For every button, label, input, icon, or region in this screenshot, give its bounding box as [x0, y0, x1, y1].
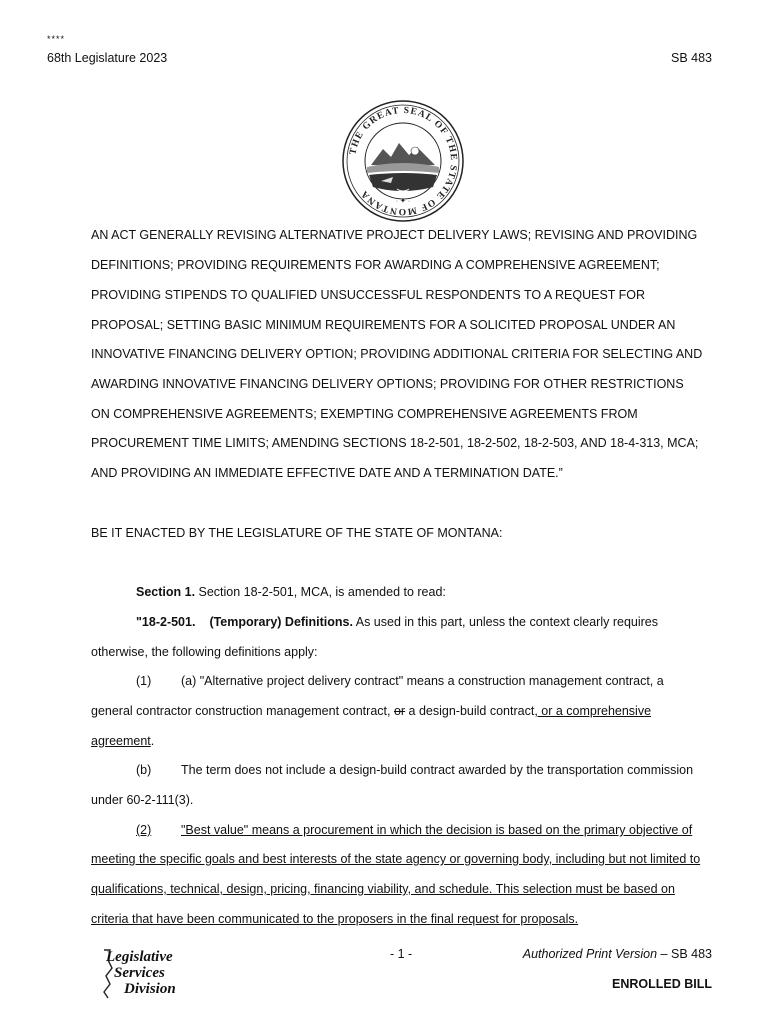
struck-text: or: [393, 704, 406, 718]
subsection-2-line-2: [91, 852, 700, 866]
bill-id: SB 483: [670, 51, 712, 65]
authorized-label: Authorized Print Version –: [522, 947, 671, 961]
definition-number: "18-2-501.: [136, 615, 196, 629]
section-1-intro: [136, 585, 446, 599]
svg-text:· ✦ ·: · ✦ ·: [395, 198, 411, 205]
definition-continuation: otherwise, the following definitions apply:: [91, 645, 318, 659]
title-line-5: INNOVATIVE FINANCING DELIVERY OPTION; PROVIDING ADDITIONAL CRITERIA FOR SELECTING AND: [91, 347, 703, 361]
enacting-clause: BE IT ENACTED BY THE LEGISLATURE OF THE STATE OF MONTANA:: [91, 526, 503, 540]
logo-line-2: Services: [114, 965, 165, 981]
authorized-print-version: [523, 947, 712, 961]
svg-text:THE GREAT SEAL OF THE STATE OF: THE GREAT SEAL OF THE STATE OF MONTANA: [348, 105, 459, 217]
inserted-text: , or a comprehensive: [534, 704, 652, 718]
title-line-3: PROVIDING STIPENDS TO QUALIFIED UNSUCCESSFUL RESPONDENTS TO A REQUEST FOR: [91, 288, 646, 302]
title-line-2: DEFINITIONS; PROVIDING REQUIREMENTS FOR AWARDING A COMPREHENSIVE AGREEMENT;: [91, 258, 660, 272]
line-end: .: [150, 734, 155, 748]
page-number: - 1 -: [390, 947, 413, 961]
subsection-2-text: "Best value" means a procurement in which the decision is based on the primary objective of: [181, 823, 693, 837]
header-stars: ****: [47, 34, 66, 44]
footer-bill-id: SB 483: [670, 947, 712, 961]
subsection-2-number: (2): [136, 823, 152, 837]
inserted-text-3: meeting the specific goals and best interests of the: [91, 852, 376, 866]
amend-text-a: general contractor construction management contract,: [91, 704, 394, 718]
montana-state-seal-icon: [341, 99, 465, 223]
logo-line-1: Legislative: [106, 949, 173, 965]
title-line-6: AWARDING INNOVATIVE FINANCING DELIVERY OPTIONS; PROVIDING FOR OTHER RESTRICTIONS: [91, 377, 684, 391]
subsection-1-text: (a) "Alternative project delivery contract" means a construction management contract, a: [181, 674, 664, 688]
subsection-b-continuation: under 60-2-111(3).: [91, 793, 194, 807]
logo-line-3: Division: [124, 981, 176, 997]
title-line-4: PROPOSAL; SETTING BASIC MINIMUM REQUIREMENTS FOR A SOLICITED PROPOSAL UNDER AN: [91, 318, 676, 332]
section-heading: Section 1.: [136, 585, 196, 599]
subsection-b-number: (b): [136, 763, 152, 777]
subsection-1-line-2: [91, 704, 651, 718]
legislature-session: 68th Legislature 2023: [47, 51, 168, 65]
enrolled-bill-label: ENROLLED BILL: [612, 977, 712, 991]
title-line-1: AN ACT GENERALLY REVISING ALTERNATIVE PROJECT DELIVERY LAWS; REVISING AND PROVIDING: [91, 228, 698, 242]
title-line-8: PROCUREMENT TIME LIMITS; AMENDING SECTIONS 18-2-501, 18-2-502, 18-2-503, AND 18-4-313, MCA;: [91, 436, 699, 450]
definition-text: As used in this part, unless the context clearly requires: [352, 615, 658, 629]
inserted-text-2: agreement: [91, 734, 151, 748]
subsection-2-line-3: qualifications, technical, design, pricing, financing viability, and schedule. This selection must be based on: [91, 882, 675, 896]
legislative-services-division-logo: [100, 948, 190, 1000]
subsection-b-text: The term does not include a design-build contract awarded by the transportation commission: [181, 763, 694, 777]
title-line-9: AND PROVIDING AN IMMEDIATE EFFECTIVE DATE AND A TERMINATION DATE.”: [91, 466, 563, 480]
section-intro-text: Section 18-2-501, MCA, is amended to read:: [195, 585, 446, 599]
subsection-2-line-4: criteria that have been communicated to the proposers in the final request for proposals.: [91, 912, 579, 926]
subsection-1-number: (1): [136, 674, 152, 688]
inserted-text-4: state agency or governing body, including but not limited to: [375, 852, 701, 866]
definition-heading-line: [136, 615, 658, 629]
definition-title: (Temporary) Definitions.: [209, 615, 353, 629]
subsection-1-line-3: [91, 734, 154, 748]
amend-text-b: a design-build contract: [405, 704, 535, 718]
title-line-7: ON COMPREHENSIVE AGREEMENTS; EXEMPTING COMPREHENSIVE AGREEMENTS FROM: [91, 407, 638, 421]
